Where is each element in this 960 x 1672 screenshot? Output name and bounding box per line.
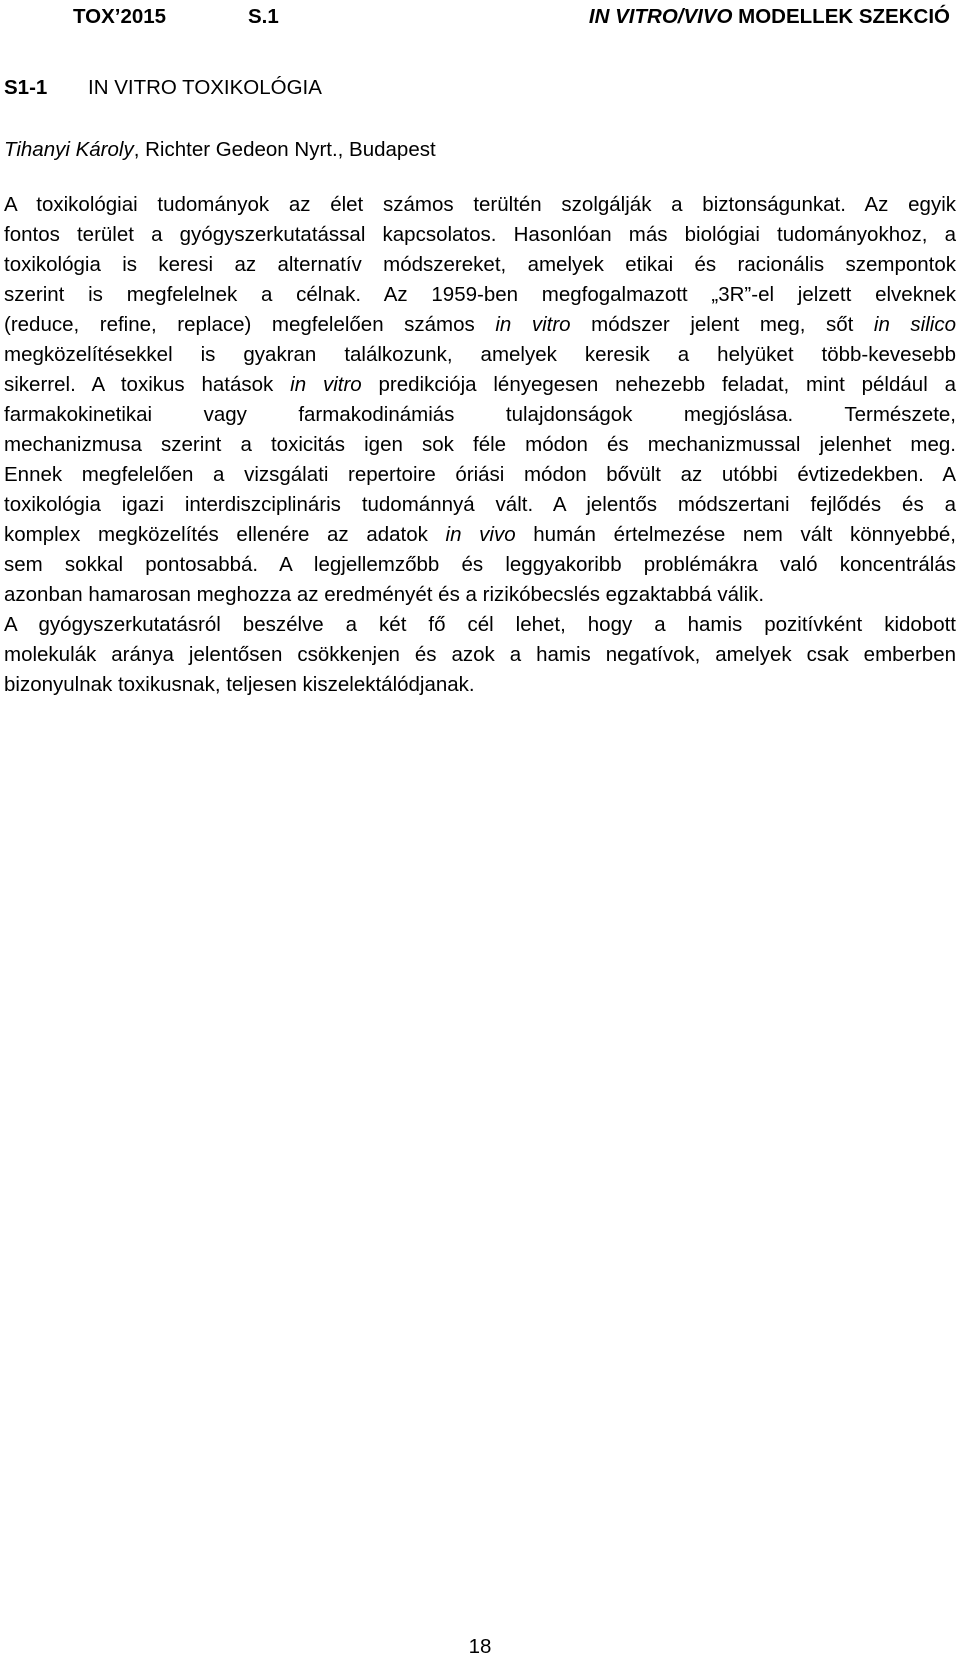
body-line: mechanizmusa szerint a toxicitás igen sok féle módon és mechanizmussal jelenhet meg. (4, 433, 956, 456)
abstract-title: IN VITRO TOXIKOLÓGIA (88, 76, 322, 99)
body-line: bizonyulnak toxikusnak, teljesen kiszelektálódjanak. (4, 673, 475, 696)
body-line: sem sokkal pontosabbá. A legjellemzőbb és leggyakoribb problémákra való koncentrálás (4, 553, 956, 576)
page-header (0, 2, 960, 32)
conference-label: TOX’2015 (73, 5, 167, 28)
body-line: fontos terület a gyógyszerkutatással kapcsolatos. Hasonlóan más biológiai tudományokhoz, a (4, 223, 956, 246)
body-line: farmakokinetikai vagy farmakodinámiás tulajdonságok megjóslása. Természete, (4, 403, 956, 426)
author-line (4, 135, 436, 165)
abstract-body (4, 190, 956, 700)
page-number: 18 (468, 1635, 492, 1658)
body-italic: in vivo (445, 523, 516, 546)
body-line: azonban hamarosan meghozza az eredményét és a rizikóbecslés egzaktabbá válik. (4, 583, 765, 606)
section-label-italic: IN VITRO/VIVO (588, 5, 733, 28)
body-text: módszer jelent meg, sőt (570, 313, 874, 336)
body-text: sikerrel. A toxikus hatások (4, 373, 291, 396)
abstract-code: S1-1 (4, 76, 48, 99)
body-line: A toxikológiai tudományok az élet számos terültén szolgálják a biztonságunkat. Az egyik (4, 193, 956, 216)
body-line: A gyógyszerkutatásról beszélve a két fő cél lehet, hogy a hamis pozitívként kidobott (4, 613, 956, 636)
body-line: toxikológia igazi interdiszciplináris tudománnyá vált. A jelentős módszertani fejlődés és a (4, 493, 956, 516)
body-line (4, 370, 956, 400)
body-line (4, 520, 956, 550)
body-text: (reduce, refine, replace) megfelelően számos (4, 313, 496, 336)
section-label (589, 2, 950, 32)
abstract-heading (4, 73, 322, 103)
section-label-rest: MODELLEK SZEKCIÓ (732, 5, 950, 28)
body-text: predikciója lényegesen nehezebb feladat, mint például a (361, 373, 956, 396)
author-affiliation: , Richter Gedeon Nyrt., Budapest (133, 138, 436, 161)
body-line (4, 310, 956, 340)
session-label: S.1 (248, 5, 279, 28)
body-line: molekulák aránya jelentősen csökkenjen és azok a hamis negatívok, amelyek csak emberben (4, 643, 956, 666)
body-line: toxikológia is keresi az alternatív módszereket, amelyek etikai és racionális szempontok (4, 253, 956, 276)
body-italic: in vitro (290, 373, 362, 396)
body-italic: in silico (873, 313, 956, 336)
body-italic: in vitro (495, 313, 571, 336)
body-line: megközelítésekkel is gyakran találkozunk, amelyek keresik a helyüket több-kevesebb (4, 343, 956, 366)
body-line: Ennek megfelelően a vizsgálati repertoire óriási módon bővült az utóbbi évtizedekben. A (4, 463, 956, 486)
body-line: szerint is megfelelnek a célnak. Az 1959-ben megfogalmazott „3R”-el jelzett elveknek (4, 283, 956, 306)
body-text: komplex megközelítés ellenére az adatok (4, 523, 446, 546)
body-text: humán értelmezése nem vált könnyebbé, (515, 523, 957, 546)
author-name: Tihanyi Károly (4, 138, 134, 161)
